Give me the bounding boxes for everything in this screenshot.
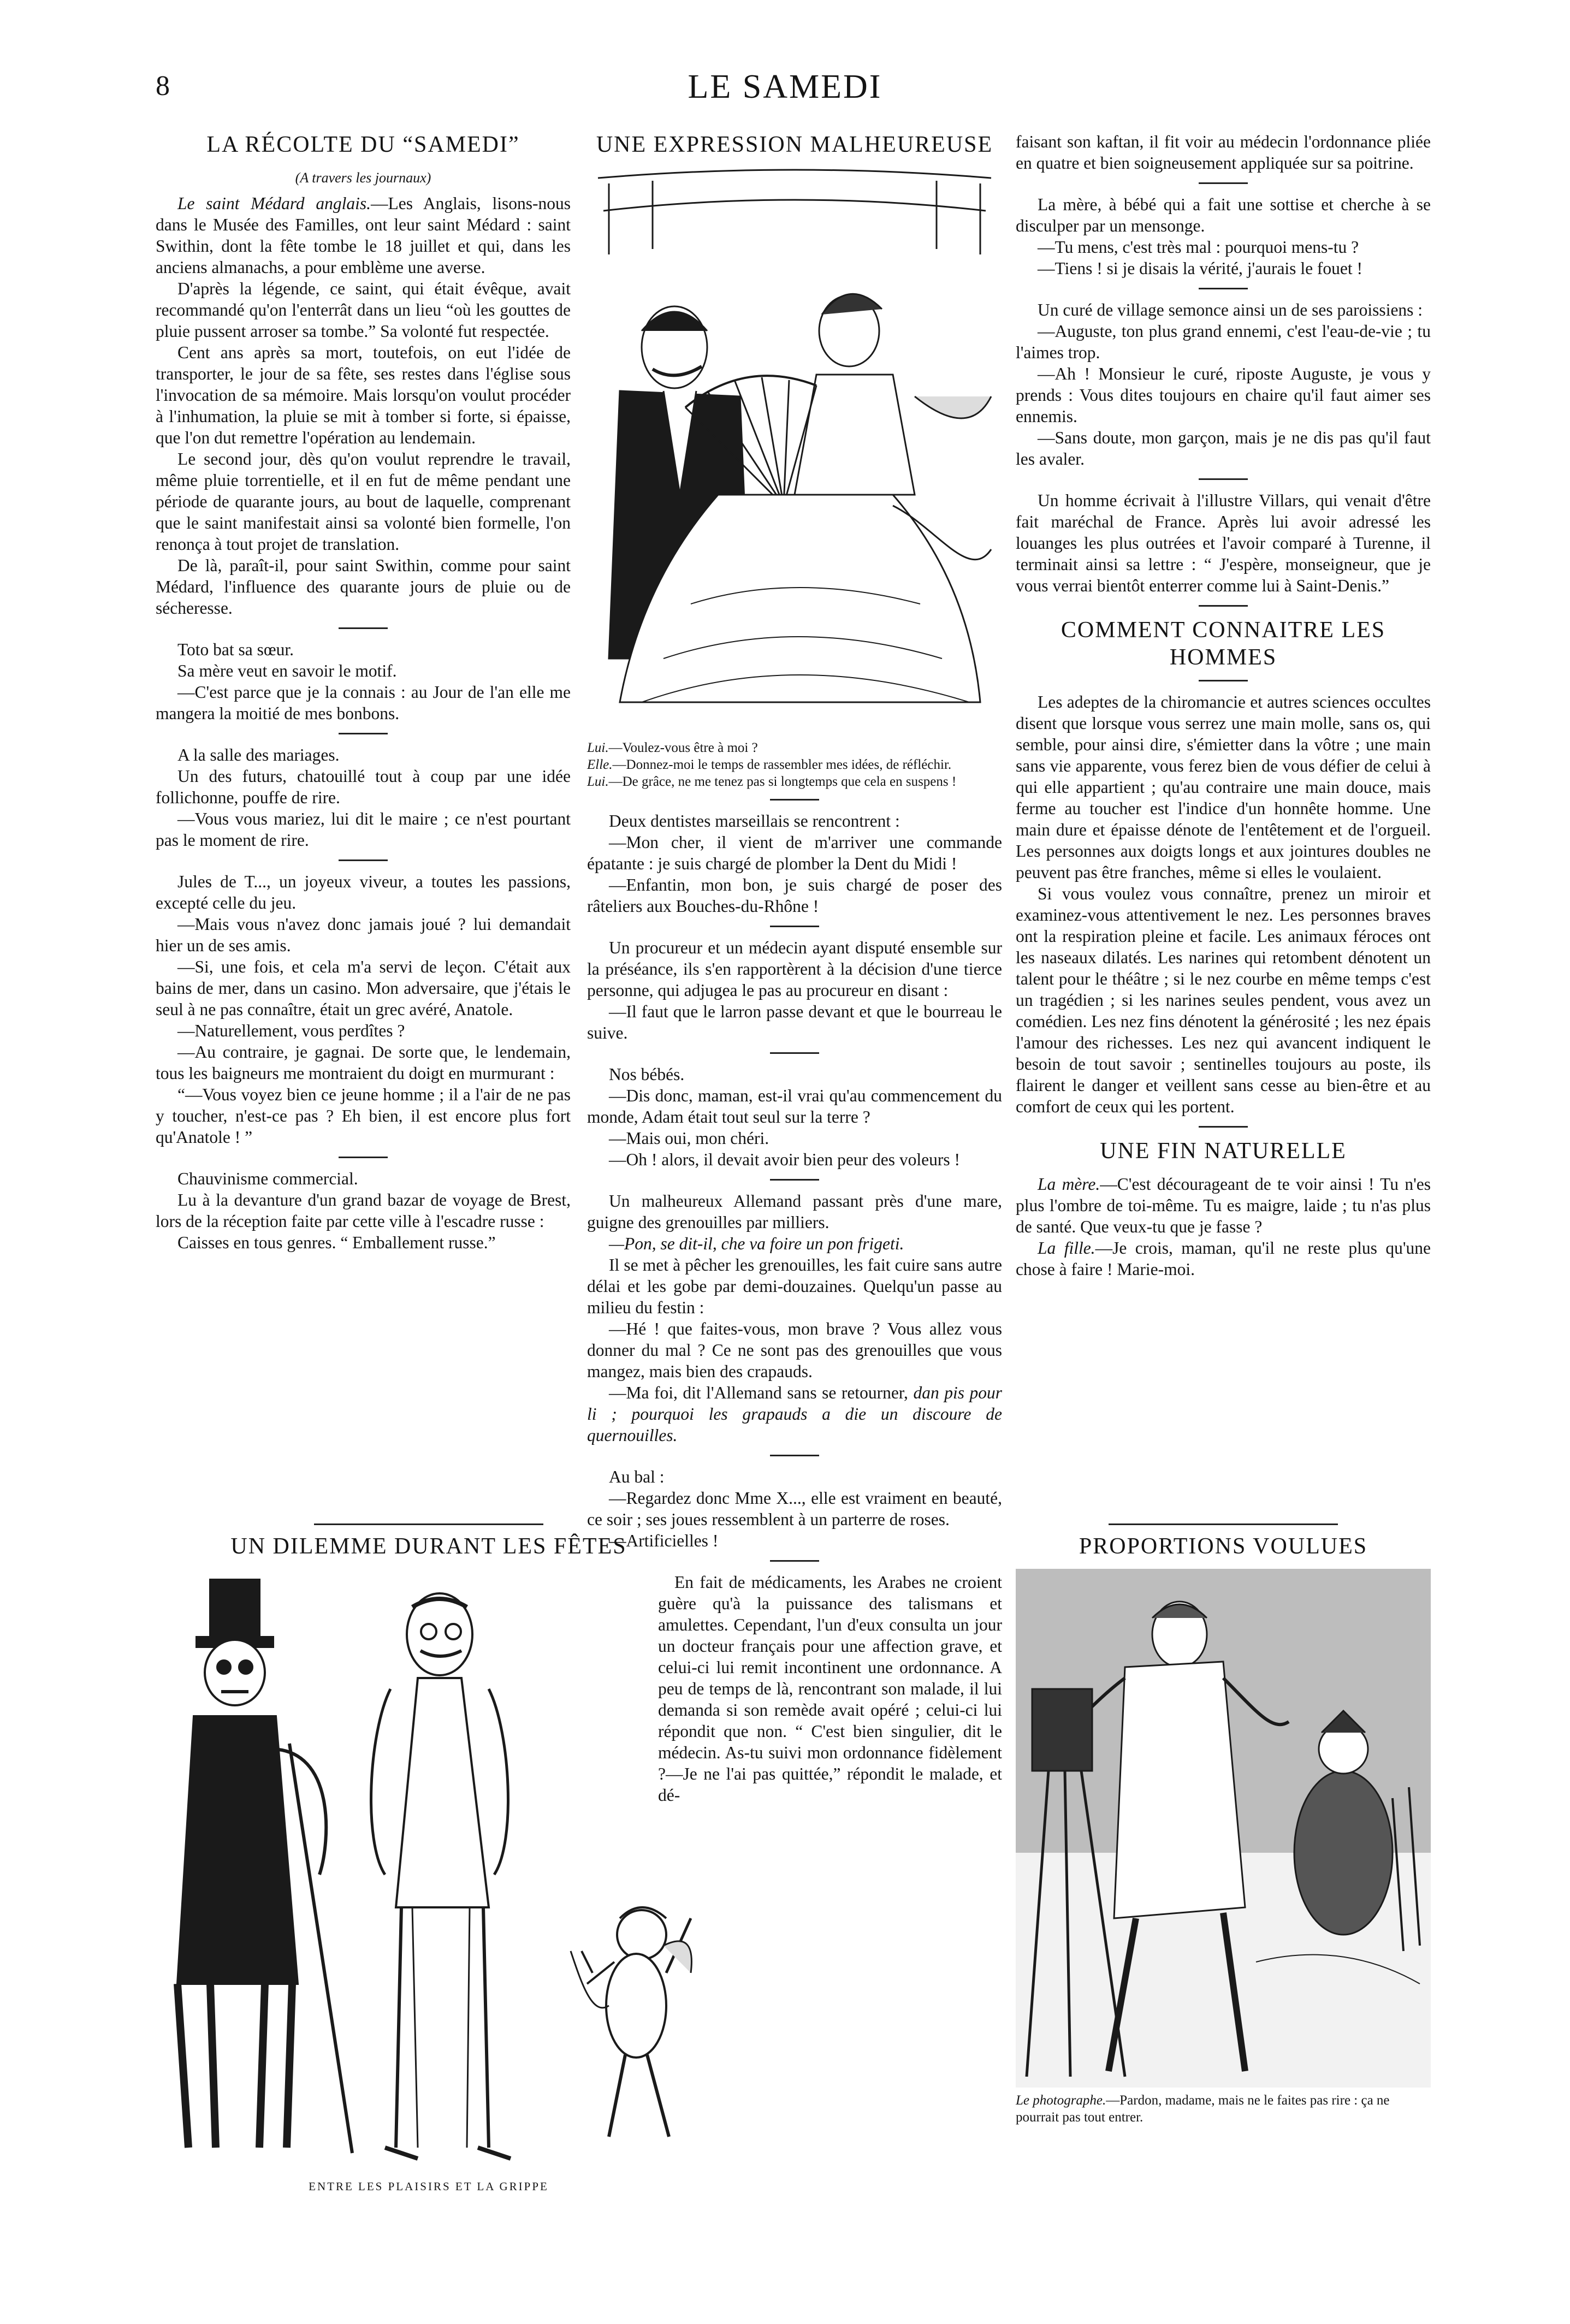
paragraph: Jules de T..., un joyeux viveur, a toutes les passions, excepté celle du jeu.: [156, 872, 571, 912]
text: —Pardon, madame, mais ne le faites pas rire : ça ne pourrait pas tout entrer.: [1016, 2093, 1390, 2125]
paragraph: —Hé ! que faites-vous, mon brave ? Vous allez vous donner du mal ? Ce ne sont pas des grenouilles que vous mangez, mais bien des crapauds.: [587, 1319, 1002, 1381]
paragraph: Caisses en tous genres. “ Emballement russe.”: [177, 1233, 496, 1252]
caption-line: [587, 739, 1002, 756]
paragraph: Cent ans après sa mort, toutefois, on eut l'idée de transporter, le jour de sa fête, ses restes dans l'église sous l'invocation de sa mémoire. Mais lorsqu'on voulut procéder à l'inhumation, la pluie se mit à tomber si forte, si épaisse, que l'on dut remettre l'opération au lendemain.: [156, 343, 571, 447]
paragraph: —Auguste, ton plus grand ennemi, c'est l'eau-de-vie ; tu l'aimes trop.: [1016, 322, 1431, 362]
paragraph: Nos bébés.: [609, 1065, 685, 1084]
paragraph: —Tu mens, c'est très mal : pourquoi mens-tu ?: [1038, 238, 1359, 257]
proportions-section: [1016, 1523, 1431, 2126]
illustration-caption: [587, 739, 1002, 790]
divider: [770, 1179, 819, 1181]
paragraph: Si vous voulez vous connaître, prenez un miroir et examinez-vous attentivement le nez. Les personnes braves ont la respiration pleine et facile. Les animaux féroces ont les naseaux dilatés. Les narines qui retombent dénotent un talent pour le théâtre ; si le nez courbe en même temps c'est un tragédien ; si les narines seules pendent, vous avez un comédien. Les nez fins dénotent la générosité ; les nez épais l'amour des richesses. Les nez qui avancent indiquent le besoin de tout savoir ; sentinelles toujours au poste, ils flairent le danger et veillent sans cesse au bien-être et au comfort de ceux qui les portent.: [1016, 884, 1431, 1116]
masthead: LE SAMEDI: [688, 68, 882, 105]
paragraph: —Enfantin, mon bon, je suis chargé de poser des râteliers aux Bouches-du-Rhône !: [587, 875, 1002, 916]
paragraph: faisant son kaftan, il fit voir au médecin l'ordonnance pliée en quatre et bien soigneusement appliquée sur sa poitrine.: [1016, 132, 1431, 173]
divider: [314, 1523, 543, 1525]
text: —Ma foi, dit l'Allemand sans se retourner,: [609, 1383, 908, 1402]
paragraph: —Tiens ! si je disais la vérité, j'aurais le fouet !: [1038, 259, 1363, 278]
paragraph: [587, 1382, 1002, 1446]
column-2: [587, 131, 1002, 1806]
text: —Donnez-moi le temps de rassembler mes idées, de réfléchir.: [612, 757, 952, 772]
emphasis: Le saint Médard anglais.: [177, 194, 371, 213]
caption-line: [587, 773, 1002, 790]
paragraph: Un homme écrivait à l'illustre Villars, qui venait d'être fait maréchal de France. Après lui avoir adressé les louanges les plus outrées et l'avoir comparé à Turenne, il terminait ainsi sa lettre : “ J'espère, monseigneur, que je vous verrai bientôt enterrer comme lui à Saint-Denis.”: [1016, 491, 1431, 595]
photographer-illustration: [1016, 1569, 1431, 2088]
paragraph: Un curé de village semonce ainsi un de ses paroissiens :: [1038, 300, 1423, 319]
caption-line: [587, 756, 1002, 773]
emphasis: Lui.: [587, 740, 609, 755]
paragraph: De là, paraît-il, pour saint Swithin, comme pour saint Médard, l'influence des quarante jours de pluie ou de sécheresse.: [156, 556, 571, 618]
paragraph: —Si, une fois, et cela m'a servi de leçon. C'était aux bains de mer, dans un casino. Mon adversaire, que j'étais le seul à ne pas connaître, était un grec avéré, Anatole.: [156, 957, 571, 1019]
text: —C'est décourageant de te voir ainsi ! Tu n'es plus l'ombre de toi-même. Tu es maigre, laide ; tu n'as plus de santé. Que veux-tu que je fasse ?: [1016, 1175, 1431, 1236]
paragraph: Il se met à pêcher les grenouilles, les fait cuire sans autre délai et les gobe par demi-douzaines. Quelqu'un passe au milieu du festin :: [587, 1255, 1002, 1317]
paragraph: Les adeptes de la chiromancie et autres sciences occultes disent que lorsque vous serrez une main molle, sans os, qui semble, pour ainsi dire, s'émietter dans la vôtre ; une main sans vie apparente, vous ferez bien de vous défier de celui à qui elle appartient ; qu'au contraire une main douce, mais ferme au toucher est l'indice d'un honnête homme. Une main dure et épaisse dénote de l'entêtement et de l'orgueil. Les personnes aux doigts longs et aux jointures doubles ne peuvent pas être franches, même si elles le voulaient.: [1016, 692, 1431, 882]
paragraph: —Regardez donc Mme X..., elle est vraiment en beauté, ce soir ; ses joues ressemblent à un parterre de roses.: [587, 1489, 1002, 1529]
paragraph: Chauvinisme commercial.: [177, 1169, 358, 1188]
emphasis: Lui.: [587, 774, 609, 789]
divider: [1199, 182, 1248, 184]
paragraph: —C'est parce que je la connais : au Jour de l'an elle me mangera la moitié de mes bonbons.: [156, 683, 571, 723]
paragraph: “—Vous voyez bien ce jeune homme ; il a l'air de ne pas y toucher, n'est-ce pas ? Eh bien, il est encore plus fort qu'Anatole ! ”: [156, 1085, 571, 1147]
paragraph: —Vous vous mariez, lui dit le maire ; ce n'est pourtant pas le moment de rire.: [156, 809, 571, 850]
column-1: [156, 131, 571, 1253]
paragraph: D'après la légende, ce saint, qui était évêque, avait recommandé qu'on l'enterrât dans un lieu “où les gouttes de pluie pussent arroser sa tombe.” Sa volonté fut respectée.: [156, 279, 571, 341]
divider: [770, 1052, 819, 1054]
page-number: 8: [156, 70, 170, 102]
paragraph: A la salle des mariages.: [177, 745, 340, 764]
paragraph: —Il faut que le larron passe devant et que le bourreau le suive.: [587, 1002, 1002, 1042]
couple-fan-illustration: [587, 167, 1002, 735]
divider: [770, 1560, 819, 1562]
paragraph: [156, 193, 571, 278]
caption-line: [1016, 2092, 1431, 2126]
paragraph: [1016, 1173, 1431, 1237]
article-title-hommes: COMMENT CONNAITRE LES HOMMES: [1061, 618, 1386, 670]
paragraph: —Mon cher, il vient de m'arriver une commande épatante : je suis chargé de plomber la Dent du Midi !: [587, 833, 1002, 873]
emphasis: Elle.: [587, 757, 613, 772]
paragraph: —Au contraire, je gagnai. De sorte que, le lendemain, tous les baigneurs me montraient du doigt en murmurant :: [156, 1042, 571, 1083]
paragraph: Sa mère veut en savoir le motif.: [177, 661, 397, 680]
paragraph: Au bal :: [609, 1467, 665, 1486]
photographer-drawing: [1016, 1569, 1431, 2088]
article-title-fin: UNE FIN NATURELLE: [1100, 1139, 1347, 1164]
paragraph: La mère, à bébé qui a fait une sottise et cherche à se disculper par un mensonge.: [1016, 195, 1431, 235]
paragraph: Lu à la devanture d'un grand bazar de voyage de Brest, lors de la réception faite par cette ville à l'escadre russe :: [156, 1190, 571, 1231]
emphasis: Le photographe.: [1016, 2093, 1106, 2108]
article-title-expression: UNE EXPRESSION MALHEUREUSE: [596, 132, 993, 157]
paragraph: En fait de médicaments, les Arabes ne croient guère qu'à la puissance des talismans et amulettes. Cependant, l'un d'eux consulta un jour un docteur français pour une affection grave, et celui-ci lui remit incontinent une ordonnance. A peu de temps de là, rencontrant son malade, il lui demanda si son remède avait opéré ; celui-ci lui répondit que non. “ C'est bien singulier, dit le médecin. As-tu suivi mon ordonnance fidèlement ?—Je ne l'ai pas quittée,” répondit le malade, et dé-: [658, 1573, 1002, 1805]
article-title-dilemme: UN DILEMME DURANT LES FÊTES: [230, 1534, 627, 1559]
paragraph: [587, 1233, 1002, 1254]
article-subtitle: (A travers les journaux): [295, 170, 431, 186]
paragraph: —Ah ! Monsieur le curé, riposte Auguste, je vous y prends : Vous dites toujours en chaire qu'il faut aimer ses ennemis.: [1016, 364, 1431, 426]
couple-with-fan-drawing: [587, 167, 1002, 735]
divider: [1199, 680, 1248, 681]
paragraph: Le second jour, dès qu'on voulut reprendre le travail, même pluie torrentielle, et il en fut de même pendant une période de quarante jours, au bout de laquelle, comprenant que le saint manifestait ainsi sa volonté bien formelle, l'on renonça à tout projet de translation.: [156, 449, 571, 554]
divider: [1199, 478, 1248, 480]
text: —Les Anglais, lisons-nous dans le Musée des Familles, ont leur saint Médard : saint Swithin, dont la fête tombe le 18 juillet et qui, dans les anciens almanachs, a pour emblème une averse.: [156, 194, 571, 277]
paragraph: Un procureur et un médecin ayant disputé ensemble sur la préséance, ils s'en rapportèrent à la décision d'une tierce personne, qui adjugea le pas au procureur en disant :: [587, 938, 1002, 1000]
divider: [339, 627, 388, 629]
divider: [770, 799, 819, 801]
divider: [1199, 605, 1248, 607]
paragraph: —Artificielles !: [609, 1531, 719, 1550]
text: —Je crois, maman, qu'il ne reste plus qu'une chose à faire ! Marie-moi.: [1016, 1238, 1431, 1279]
divider: [1199, 288, 1248, 289]
text: —De grâce, ne me tenez pas si longtemps que cela en suspens !: [608, 774, 957, 789]
paragraph: —Naturellement, vous perdîtes ?: [177, 1021, 405, 1040]
divider: [339, 859, 388, 861]
paragraph: Un des futurs, chatouillé tout à coup par une idée follichonne, pouffe de rire.: [156, 767, 571, 807]
emphasis: La fille.: [1038, 1238, 1095, 1258]
paragraph: Deux dentistes marseillais se rencontrent :: [609, 811, 900, 831]
column-3: [1016, 131, 1431, 1280]
paragraph: Un malheureux Allemand passant près d'une mare, guigne des grenouilles par milliers.: [587, 1191, 1002, 1232]
paragraph: —Mais oui, mon chéri.: [609, 1129, 769, 1148]
article-title-proportions: PROPORTIONS VOULUES: [1079, 1534, 1368, 1559]
paragraph: Toto bat sa sœur.: [177, 640, 294, 659]
paragraph: —Oh ! alors, il devait avoir bien peur des voleurs !: [609, 1150, 960, 1169]
illustration-caption: [1016, 2092, 1431, 2126]
emphasis: La mère.: [1038, 1175, 1100, 1194]
illustration-caption: ENTRE LES PLAISIRS ET LA GRIPPE: [309, 2180, 549, 2193]
paragraph: —Sans doute, mon garçon, mais je ne dis pas qu'il faut les avaler.: [1016, 428, 1431, 469]
divider: [339, 733, 388, 734]
divider: [770, 926, 819, 927]
paragraph: —Mais vous n'avez donc jamais joué ? lui demandait hier un de ses amis.: [156, 915, 571, 955]
divider: [770, 1455, 819, 1456]
emphasis: dan pis pour li ; pourquoi les grapauds a die un discoure de quernouilles.: [587, 1383, 1002, 1445]
divider: [339, 1157, 388, 1158]
divider: [1199, 1126, 1248, 1128]
emphasis: —Pon, se dit-il, che va foire un pon frigeti.: [609, 1234, 904, 1253]
article-title-recolte: LA RÉCOLTE DU “SAMEDI”: [206, 132, 520, 157]
paragraph: [1016, 1237, 1431, 1280]
text: —Voulez-vous être à moi ?: [608, 740, 758, 755]
paragraph: —Dis donc, maman, est-il vrai qu'au commencement du monde, Adam était tout seul sur la terre ?: [587, 1086, 1002, 1127]
divider: [1109, 1523, 1338, 1525]
